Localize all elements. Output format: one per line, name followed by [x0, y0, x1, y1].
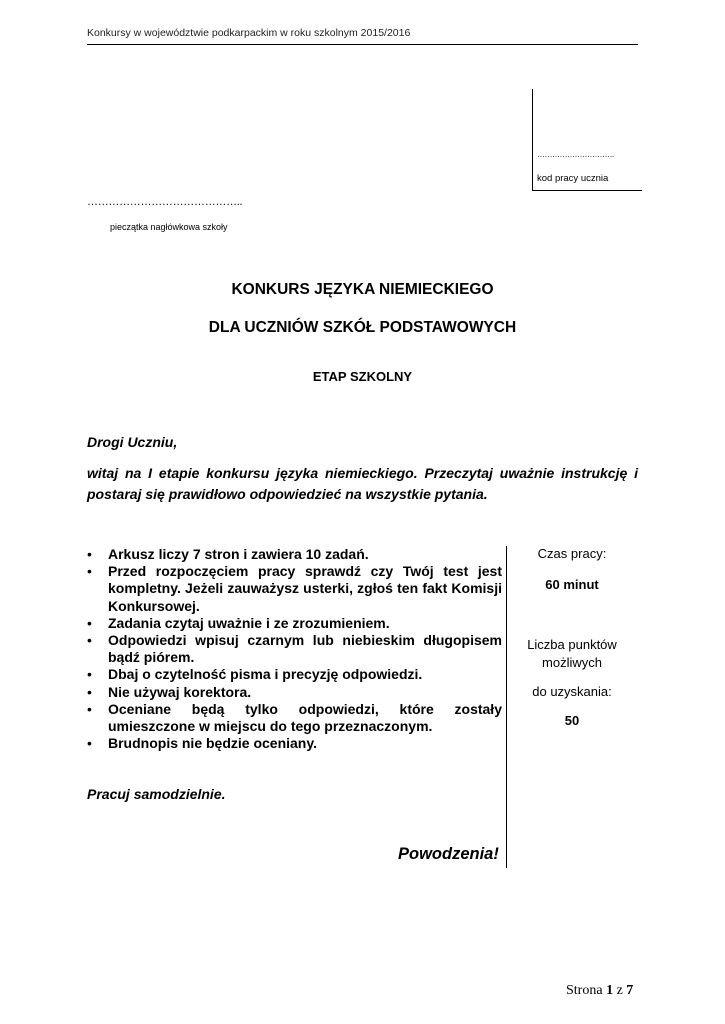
points-label-cont: do uzyskania:: [532, 684, 612, 699]
instruction-item: • Zadania czytaj uważnie i ze zrozumieniem.: [87, 615, 502, 632]
instruction-item: • Nie używaj korektora.: [87, 684, 502, 701]
good-luck-note: Powodzenia!: [398, 845, 499, 863]
title-contest: KONKURS JĘZYKA NIEMIECKIEGO: [231, 281, 494, 298]
work-alone-note: Pracuj samodzielnie.: [87, 786, 226, 802]
page-of: z: [616, 983, 623, 998]
instruction-item: • Brudnopis nie będzie oceniany.: [87, 735, 502, 752]
page-word: Strona: [566, 983, 603, 998]
title-audience: DLA UCZNIÓW SZKÓŁ PODSTAWOWYCH: [208, 319, 517, 336]
greeting: Drogi Uczniu,: [87, 434, 178, 450]
page-number: [566, 983, 633, 999]
instruction-item: • Oceniane będą tylko odpowiedzi, które zostały umieszczone w miejscu do tego przeznaczonym.: [87, 701, 502, 735]
header-note: Konkursy w województwie podkarpackim w roku szkolnym 2015/2016: [87, 27, 411, 39]
points-label: Liczba punktów możliwych: [527, 637, 617, 670]
header-divider: [87, 44, 638, 45]
time-value: 60 minut: [545, 577, 599, 592]
instruction-item: • Arkusz liczy 7 stron i zawiera 10 zadań.: [87, 546, 502, 563]
student-code-dots: ………………………….: [537, 150, 614, 159]
school-stamp-label: pieczątka nagłówkowa szkoły: [110, 222, 228, 232]
instruction-item: • Odpowiedzi wpisuj czarnym lub niebieskim długopisem bądź piórem.: [87, 632, 502, 666]
student-code-label: kod pracy ucznia: [537, 173, 609, 184]
instructions-list: [87, 546, 502, 752]
intro-text: witaj na I etapie konkursu języka niemieckiego. Przeczytaj uważnie instrukcję i postaraj się prawidłowo odpowiedzieć na wszystkie pytania.: [87, 465, 638, 502]
column-divider: [506, 546, 507, 868]
time-label: Czas pracy:: [537, 546, 607, 561]
points-value: 50: [564, 713, 580, 728]
instruction-item: • Dbaj o czytelność pisma i precyzję odpowiedzi.: [87, 666, 502, 683]
page-current: 1: [606, 983, 614, 998]
school-stamp-dots: ……………………………………..: [87, 196, 243, 208]
page-total: 7: [626, 983, 634, 998]
instruction-item: • Przed rozpoczęciem pracy sprawdź czy Twój test jest kompletny. Jeżeli zauważysz usterki, zgłoś ten fakt Komisji Konkursowej.: [87, 563, 502, 615]
title-stage: ETAP SZKOLNY: [312, 369, 413, 384]
